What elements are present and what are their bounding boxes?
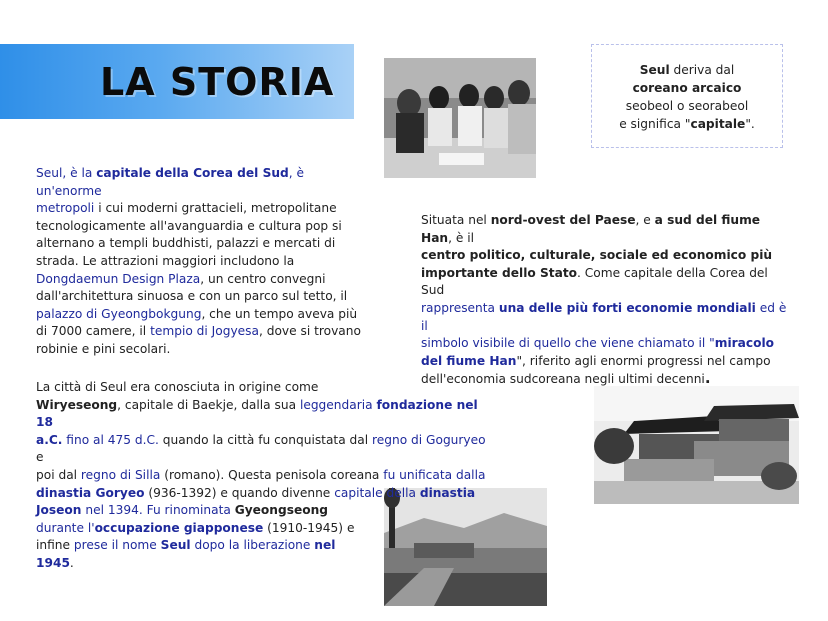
text: . Come capitale della Corea del Sud [421,265,768,298]
text: fondazione nel 18 [36,397,478,430]
text: Dongdaemun Design Plaza [36,271,201,286]
text: del fiume Han [421,353,517,368]
text: regno di Silla [80,467,161,482]
text: dall'architettura sinuosa e con un parco sul tetto, il [36,289,348,304]
paragraph-history [36,379,486,573]
text: a sud del fiume Han [421,213,761,245]
text: prese il nome [73,538,161,553]
note-text: Seul [639,63,670,77]
text: . Fu rinominata [138,503,235,518]
text: , e [635,213,655,227]
text: Situata nel [421,213,491,227]
text: tempio di Jogyesa [150,324,259,339]
text: capitale della Corea del Sud [96,166,289,180]
text: una delle più forti economie mondiali [498,300,756,315]
text: Gyeongseong [234,503,328,518]
text: (romano). Questa penisola coreana [160,467,384,482]
text: . [704,369,711,388]
text: nel [314,538,336,553]
text: (1910-1945) e [263,520,355,535]
text: rappresenta [421,300,499,315]
text: , un centro convegni [200,271,326,286]
text: Seul, è la [36,166,97,180]
note-text: ". [745,117,755,131]
text: i cui moderni grattacieli, metropolitane [94,201,337,216]
text: e [36,450,44,465]
note-text: coreano arcaico [632,81,742,95]
photo-palace [594,386,799,504]
text: 1945 [36,555,70,570]
text: strada. Le attrazioni maggiori includono la [36,253,295,268]
text: dell'economia sudcoreana negli ultimi decenni [421,372,705,387]
text: leggendaria [299,397,377,412]
text: dopo la liberazione [190,538,315,553]
text: , che un tempo aveva più [201,306,358,321]
page-title: LA STORIA [100,60,335,104]
note-text: capitale [690,117,746,131]
text: regno di Goguryeo [372,432,486,447]
text: ", riferito agli enormi progressi nel campo [516,353,771,368]
text: fino al 475 d.C. [62,432,159,447]
text: Seul [160,538,191,553]
text: occupazione giapponese [94,520,264,535]
text: , è un'enorme [36,166,305,198]
text: capitale della [334,485,420,500]
text: dinastia [419,485,476,500]
text: nel 1394 [81,503,139,518]
text: . [69,555,74,570]
text: alternano a templi buddhisti, palazzi e mercati di [36,236,336,251]
text: , dove si trovano [258,324,361,339]
note-text: seobeol o seorabeol [625,99,749,113]
text: simbolo visibile di quello che viene chiamato il " [421,336,715,351]
text: , capitale di Baekje, dalla sua [117,397,300,412]
text: Joseon [36,503,82,518]
text: nord-ovest del Paese [490,213,636,227]
text: di 7000 camere, il [36,324,151,339]
text: durante l' [36,520,95,535]
text: La città di Seul era conosciuta in origine come [36,380,319,394]
text: tecnologicamente all'avanguardia e cultura pop si [36,218,342,233]
note-text: deriva dal [669,63,735,77]
text: , è il [448,230,475,245]
text: quando la città fu conquistata dal [158,432,373,447]
text: robinie e pini secolari. [36,341,171,356]
text: dinastia Goryeo [36,485,145,500]
text: Wiryeseong [36,397,118,412]
paragraph-location [421,212,791,389]
text: poi dal [36,467,81,482]
etymology-note [591,44,783,148]
text: centro politico, culturale, sociale ed economico più [421,248,773,263]
text: importante dello Stato [421,265,578,280]
text: palazzo di Gyeongbokgung [36,306,202,321]
photo-people [384,58,536,178]
text: (936-1392) e quando divenne [144,485,335,500]
paragraph-intro [36,165,366,359]
text: ed è il [421,300,787,333]
note-text: e significa " [619,117,691,131]
text: a.C. [36,432,63,447]
text: infine [36,538,74,553]
text: fu unificata dalla [383,467,486,482]
text: metropoli [36,201,95,216]
text: miracolo [714,336,775,351]
